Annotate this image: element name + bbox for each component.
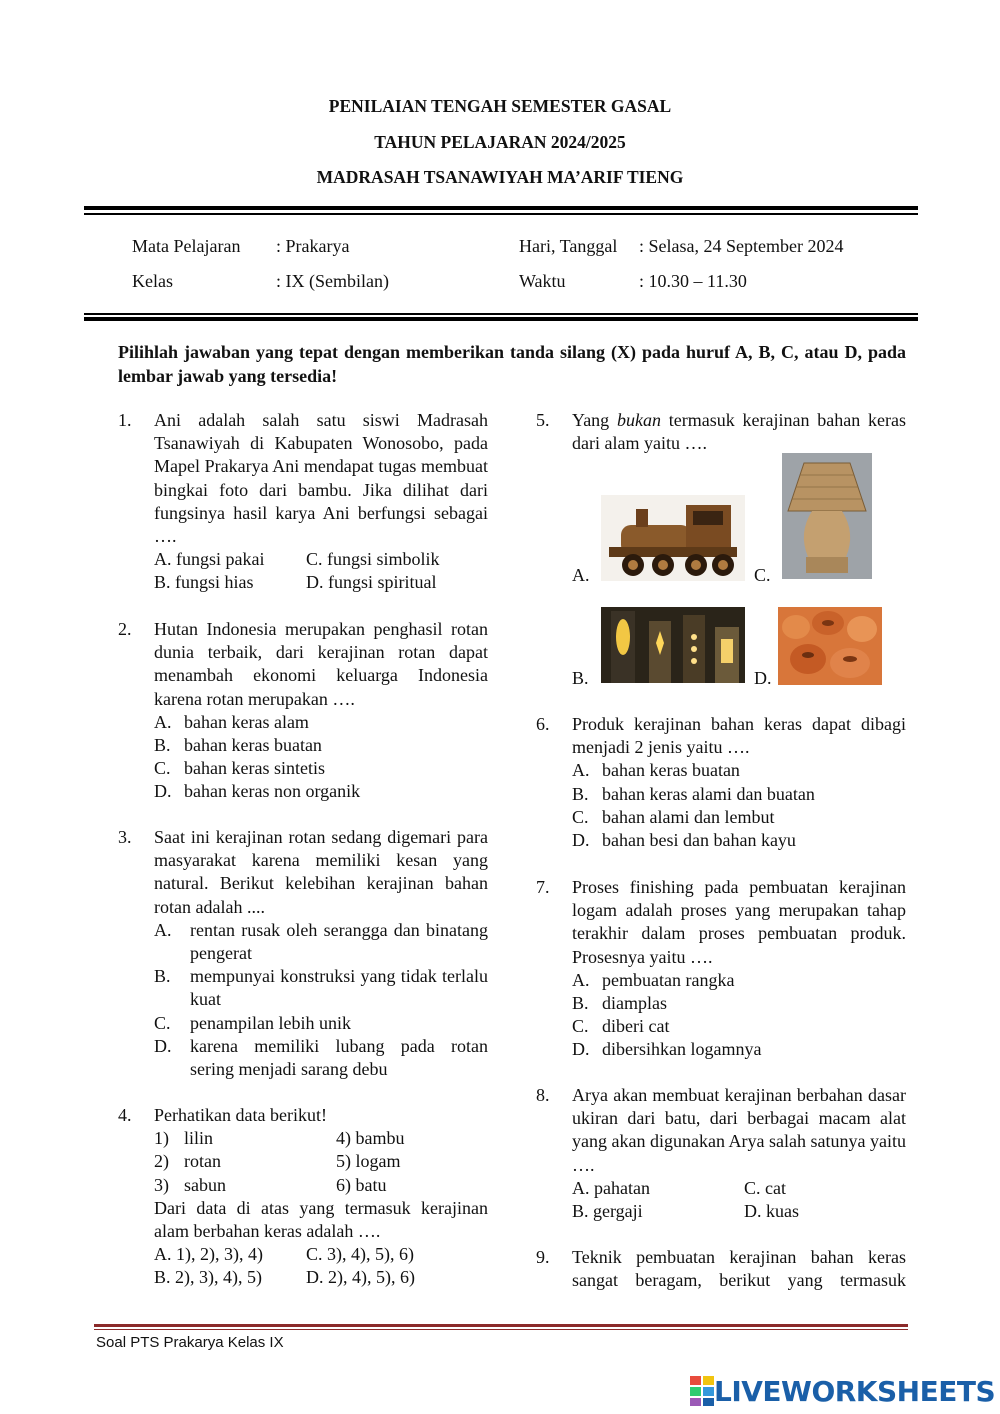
option-b-label[interactable]: B. xyxy=(572,668,589,688)
option-text: pembuatan rangka xyxy=(602,969,735,990)
question-4 xyxy=(118,1104,488,1290)
wooden-train-image[interactable] xyxy=(601,495,745,581)
option-a[interactable]: A. pahatan xyxy=(572,1177,650,1198)
option-letter: B. xyxy=(572,993,589,1014)
data-item-3 xyxy=(154,1174,336,1197)
option-letter: A. xyxy=(572,969,590,990)
question-8 xyxy=(536,1084,906,1223)
option-b[interactable] xyxy=(154,734,488,757)
question-stem-2: Dari data di atas yang termasuk kerajinan alam berbahan keras adalah …. xyxy=(154,1197,488,1242)
option-a[interactable]: A. 1), 2), 3), 4) xyxy=(154,1244,263,1265)
time-value: : 10.30 – 11.30 xyxy=(639,271,747,291)
question-stem: Produk kerajinan bahan keras dapat dibagi menjadi 2 jenis yaitu …. xyxy=(572,714,906,758)
time-label: Waktu xyxy=(519,271,566,291)
question-stem: Perhatikan data berikut! xyxy=(154,1105,327,1125)
info-rule-thick xyxy=(84,317,918,321)
footer-rule-thick xyxy=(94,1324,908,1327)
option-text: bahan keras buatan xyxy=(184,735,322,756)
liveworksheets-logo[interactable] xyxy=(690,1374,995,1408)
item-text: lilin xyxy=(184,1128,214,1149)
question-stem: Hutan Indonesia merupakan penghasil rotan dunia terbaik, dari kerajinan rotan dapat menambah ekonomi keluarga Indonesia karena rotan merupakan …. xyxy=(154,619,488,709)
option-letter: C. xyxy=(154,758,171,779)
question-number: 3. xyxy=(118,827,132,847)
option-c[interactable]: C. fungsi simbolik xyxy=(306,549,440,570)
header-rule-thin xyxy=(84,213,918,215)
school-name: MADRASAH TSANAWIYAH MA’ARIF TIENG xyxy=(316,167,684,187)
question-number: 5. xyxy=(536,410,550,430)
question-stem: Ani adalah salah satu siswi Madrasah Tsanawiyah di Kabupaten Wonosobo, pada Mapel Prakarya Ani mendapat tugas membuat bingkai foto dari bambu. Jika dilihat dari fungsinya hasil karya Ani berfungsi sebagai …. xyxy=(154,410,488,547)
question-number: 1. xyxy=(118,410,132,430)
stem-part: Yang xyxy=(572,410,617,430)
option-d[interactable] xyxy=(572,829,906,852)
option-letter: C. xyxy=(154,1012,171,1033)
option-letter: B. xyxy=(154,966,171,987)
subject-label: Mata Pelajaran xyxy=(132,236,241,256)
option-letter: A. xyxy=(572,760,590,781)
option-c[interactable] xyxy=(572,806,906,829)
question-2 xyxy=(118,618,488,804)
option-text: rentan rusak oleh serangga dan binatang pengerat xyxy=(190,919,488,964)
option-b[interactable]: B. 2), 3), 4), 5) xyxy=(154,1267,262,1288)
option-d-label[interactable]: D. xyxy=(754,668,772,688)
option-c-label[interactable]: C. xyxy=(754,565,771,585)
option-a[interactable]: A. fungsi pakai xyxy=(154,549,265,570)
option-letter: D. xyxy=(572,1039,590,1060)
option-text: bahan keras sintetis xyxy=(184,758,325,779)
footer-text: Soal PTS Prakarya Kelas IX xyxy=(96,1334,284,1351)
data-item-5: 5) logam xyxy=(336,1151,401,1172)
option-d[interactable]: D. fungsi spiritual xyxy=(306,572,437,593)
question-6 xyxy=(536,713,906,852)
option-text: bahan alami dan lembut xyxy=(602,806,775,827)
question-stem: Proses finishing pada pembuatan kerajinan logam adalah proses yang merupakan tahap terakhir dalam proses pembuatan produk. Prosesnya yaitu …. xyxy=(572,877,906,967)
option-letter: D. xyxy=(154,1035,172,1056)
class-value: : IX (Sembilan) xyxy=(276,271,389,291)
option-text: bahan keras non organik xyxy=(184,781,361,802)
option-a-label[interactable]: A. xyxy=(572,565,590,585)
exam-title: PENILAIAN TENGAH SEMESTER GASAL xyxy=(328,96,672,116)
question-number: 8. xyxy=(536,1085,550,1105)
academic-year: TAHUN PELAJARAN 2024/2025 xyxy=(374,132,626,152)
data-item-6: 6) batu xyxy=(336,1174,387,1195)
option-text: bahan keras alami dan buatan xyxy=(602,783,815,804)
logo-text: LIVEWORKSHEETS xyxy=(714,1374,996,1408)
clay-pottery-image[interactable] xyxy=(778,607,882,685)
option-d[interactable] xyxy=(154,1035,488,1081)
data-item-4: 4) bambu xyxy=(336,1128,405,1149)
question-number: 2. xyxy=(118,619,132,639)
option-d[interactable] xyxy=(154,780,488,803)
instruction: Pilihlah jawaban yang tepat dengan memberikan tanda silang (X) pada huruf A, B, C, atau D, pada lembar jawab yang tersedia! xyxy=(118,342,906,386)
stem-emphasis: bukan xyxy=(616,410,661,430)
question-number: 9. xyxy=(536,1247,550,1267)
bamboo-lamps-image[interactable] xyxy=(601,607,745,683)
question-stem: Saat ini kerajinan rotan sedang digemari para masyarakat karena memiliki kesan yang natural. Berikut kelebihan kerajinan bahan rotan adalah .... xyxy=(154,827,488,917)
option-letter: B. xyxy=(572,783,589,804)
option-c[interactable] xyxy=(154,757,488,780)
option-b[interactable]: B. gergaji xyxy=(572,1201,643,1222)
option-b[interactable]: B. fungsi hias xyxy=(154,572,254,593)
option-a[interactable] xyxy=(572,969,906,992)
class-label: Kelas xyxy=(132,271,173,291)
item-number: 1) xyxy=(154,1128,169,1149)
stem-part: termasuk kerajinan bahan keras dari alam yaitu …. xyxy=(572,410,906,454)
data-item-1 xyxy=(154,1127,336,1150)
footer-rule-thin xyxy=(94,1329,908,1330)
date-label: Hari, Tanggal xyxy=(519,236,618,256)
info-rule-thin xyxy=(84,313,918,315)
option-c[interactable]: C. cat xyxy=(744,1177,786,1198)
option-text: dibersihkan logamnya xyxy=(602,1039,762,1060)
option-a[interactable] xyxy=(154,711,488,734)
item-text: rotan xyxy=(184,1151,221,1172)
question-1 xyxy=(118,409,488,595)
option-b[interactable] xyxy=(572,783,906,806)
option-letter: C. xyxy=(572,806,589,827)
option-d[interactable]: D. kuas xyxy=(744,1201,799,1222)
question-stem: Teknik pembuatan kerajinan bahan keras sangat beragam, berikut yang termasuk xyxy=(572,1247,906,1291)
option-b[interactable] xyxy=(154,965,488,1011)
option-c[interactable]: C. 3), 4), 5), 6) xyxy=(306,1244,414,1265)
option-text: bahan keras buatan xyxy=(602,760,740,781)
option-text: diberi cat xyxy=(602,1016,670,1037)
liveworksheets-logo-icon xyxy=(690,1376,714,1406)
option-letter: D. xyxy=(572,830,590,851)
option-text: diamplas xyxy=(602,993,667,1014)
option-letter: D. xyxy=(154,781,172,802)
question-5 xyxy=(536,409,906,455)
option-letter: A. xyxy=(154,919,172,940)
question-3 xyxy=(118,826,488,1081)
option-d[interactable] xyxy=(572,1038,906,1061)
question-7 xyxy=(536,876,906,1062)
option-c[interactable] xyxy=(572,1015,906,1038)
date-value: : Selasa, 24 September 2024 xyxy=(639,236,844,256)
option-text: karena memiliki lubang pada rotan sering menjadi sarang debu xyxy=(190,1035,488,1080)
option-text: mempunyai konstruksi yang tidak terlalu kuat xyxy=(190,966,488,1010)
option-a[interactable] xyxy=(154,919,488,965)
question-stem: Arya akan membuat kerajinan berbahan dasar ukiran dari batu, dari berbagai macam alat yang akan digunakan Arya salah satunya yaitu …. xyxy=(572,1085,906,1175)
item-text: sabun xyxy=(184,1174,226,1195)
option-b[interactable] xyxy=(572,992,906,1015)
item-number: 2) xyxy=(154,1151,169,1172)
option-d[interactable]: D. 2), 4), 5), 6) xyxy=(306,1267,415,1288)
option-letter: B. xyxy=(154,735,171,756)
option-text: bahan besi dan bahan kayu xyxy=(602,830,796,851)
option-a[interactable] xyxy=(572,759,906,782)
option-letter: C. xyxy=(572,1016,589,1037)
question-number: 4. xyxy=(118,1105,132,1125)
question-number: 7. xyxy=(536,877,550,897)
question-number: 6. xyxy=(536,714,550,734)
question-9 xyxy=(536,1246,906,1292)
rattan-lamp-image[interactable] xyxy=(782,453,872,579)
header-rule-thick xyxy=(84,206,918,210)
option-letter: A. xyxy=(154,711,172,732)
option-text: penampilan lebih unik xyxy=(190,1012,351,1033)
item-number: 3) xyxy=(154,1174,169,1195)
option-text: bahan keras alam xyxy=(184,711,309,732)
subject-value: : Prakarya xyxy=(276,236,350,256)
option-c[interactable] xyxy=(154,1012,488,1035)
data-item-2 xyxy=(154,1150,336,1173)
